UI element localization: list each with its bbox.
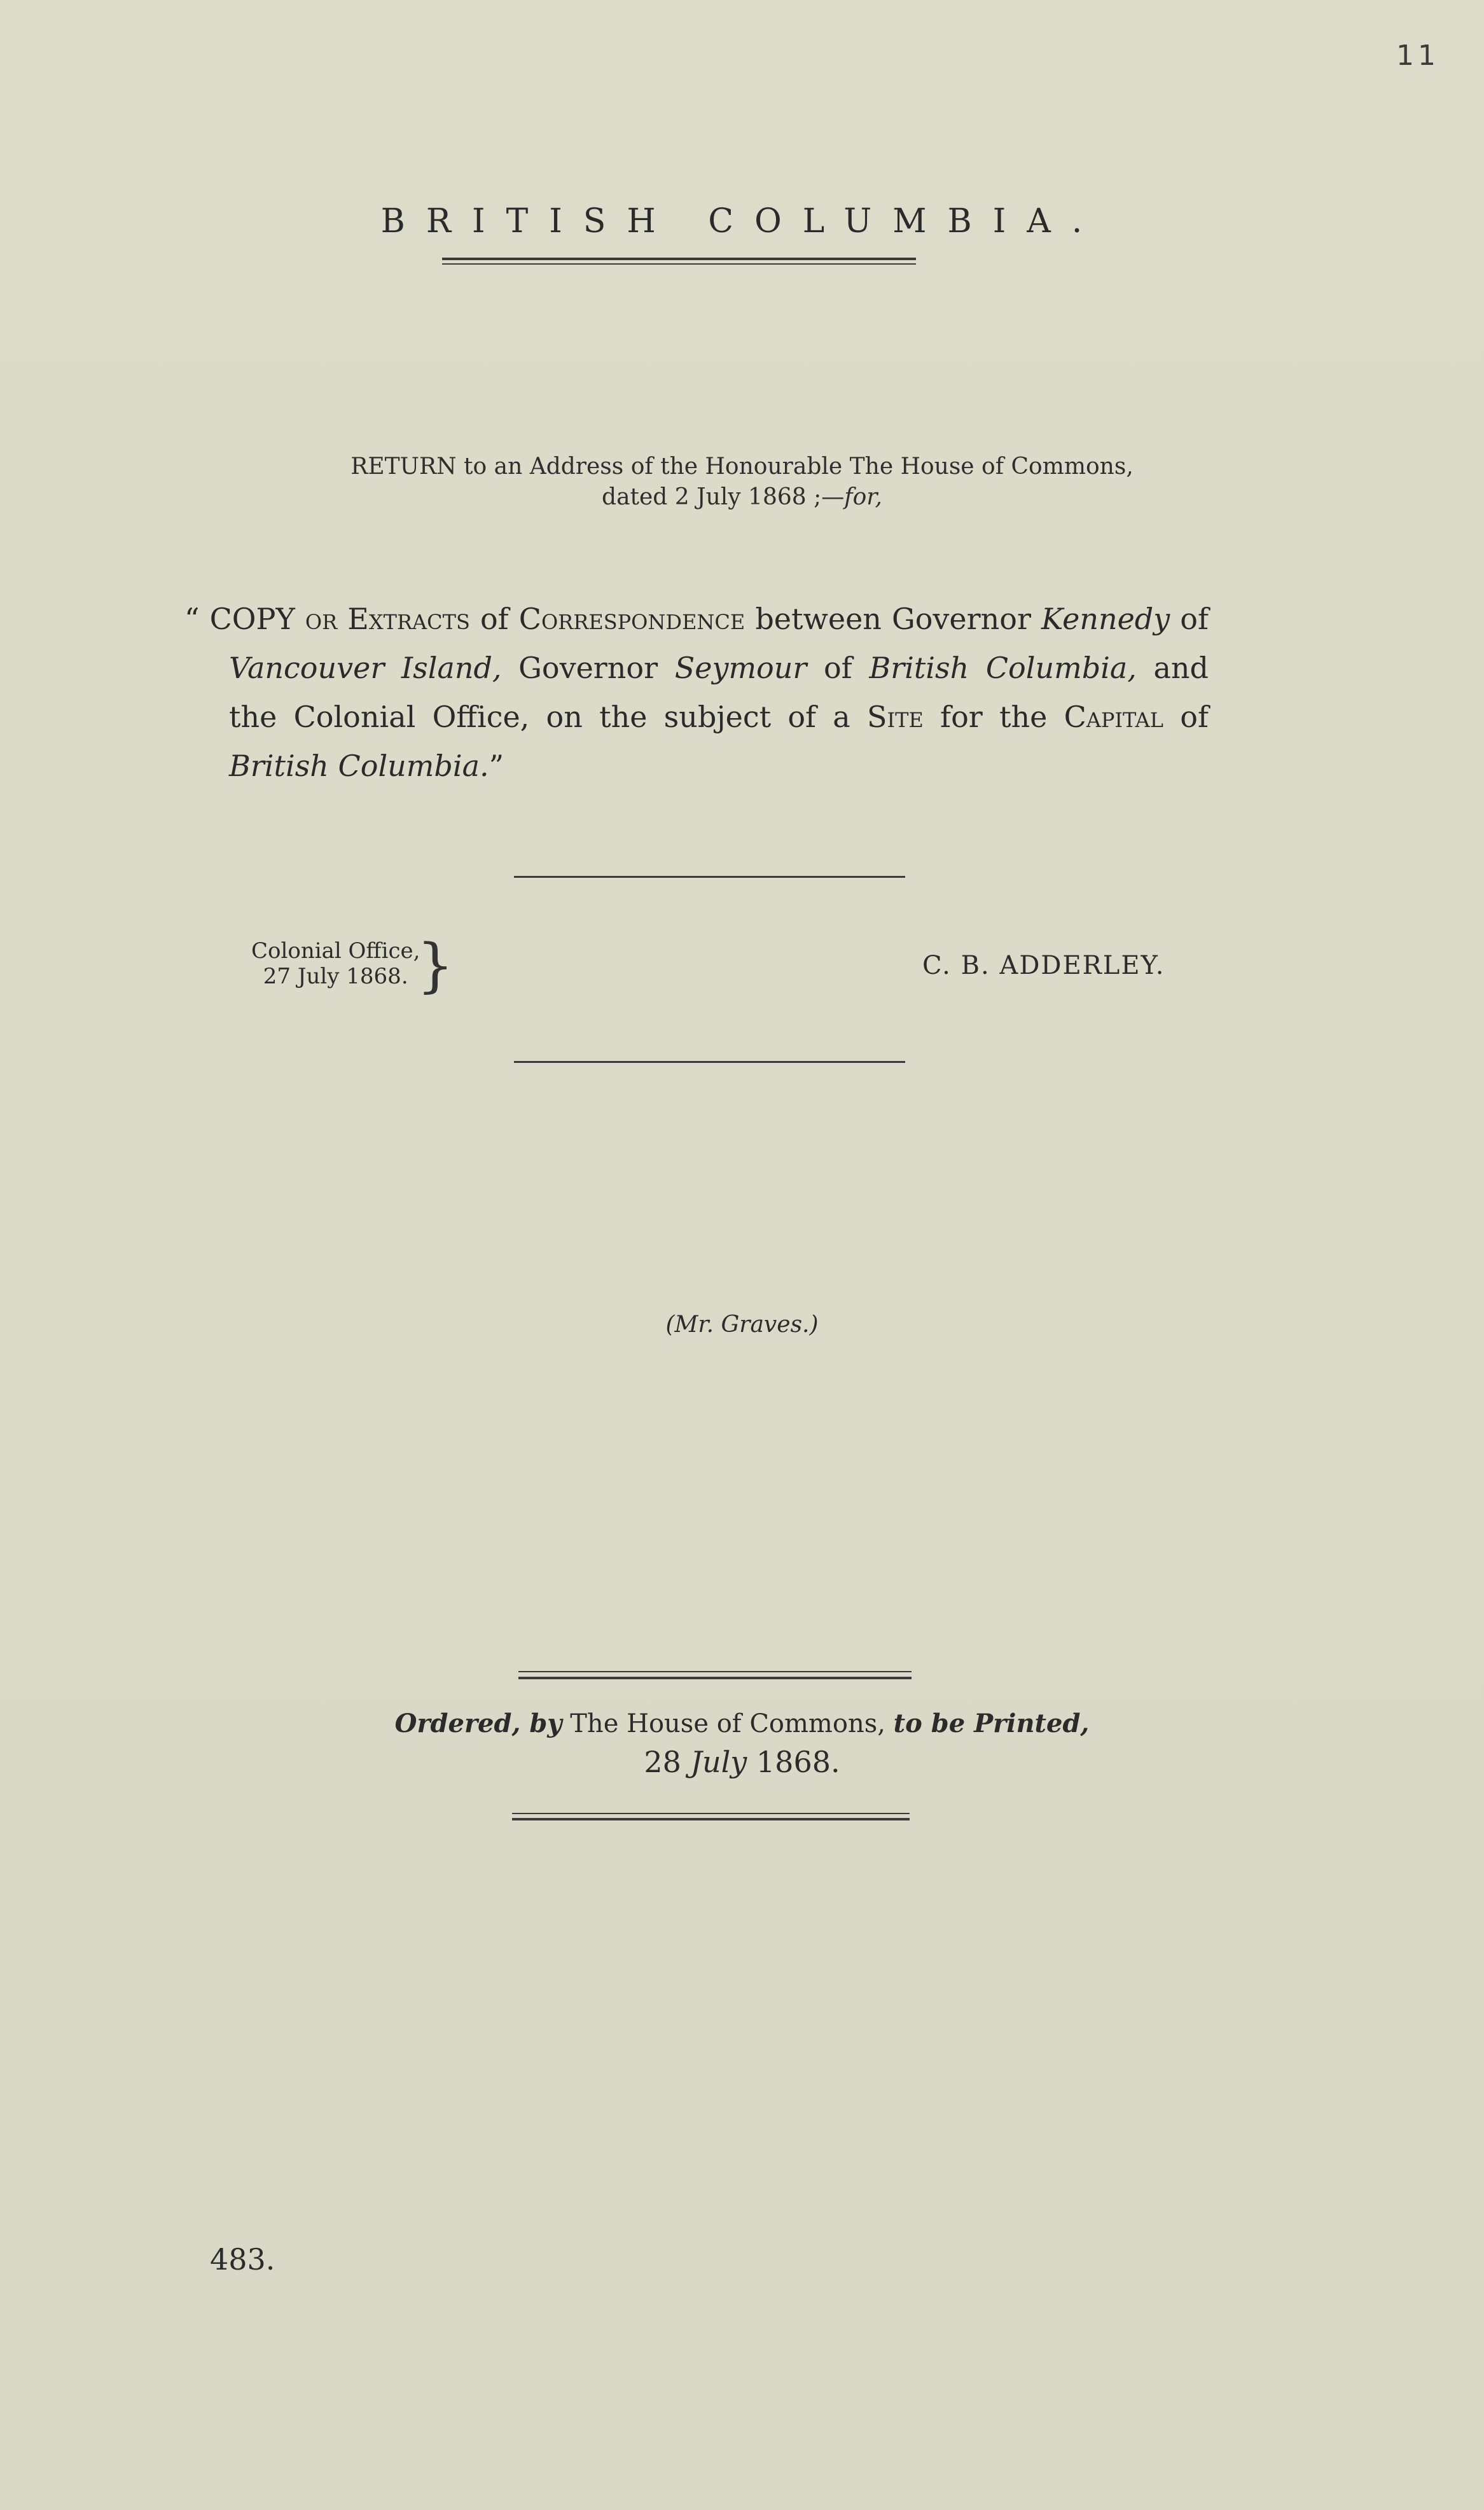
return-heading (0, 452, 1484, 513)
office-date: 27 July 1868. (263, 964, 408, 989)
printing-order (0, 1705, 1484, 1781)
return-body-paragraph: “ COPY or Extracts of Correspondence between Governor Kennedy of Vancouver Island, Governor Seymour of British Columbia, and the Colonial Office, on the subject of a Site for the Capital of British Columbia.” (184, 602, 1209, 783)
return-line-2: dated 2 July 1868 ;—for, (602, 484, 882, 510)
signatory: C. B. ADDERLEY. (922, 951, 1165, 980)
return-line-1: RETURN to an Address of the Honourable The House of Commons, (350, 454, 1134, 480)
page-number: 11 (1396, 39, 1439, 72)
ordered-line: Ordered, by The House of Commons, to be Printed, (394, 1709, 1090, 1738)
brace-icon: } (417, 931, 454, 999)
ordered-date: 28 July 1868. (644, 1745, 840, 1779)
ordered-rule-bottom-thin (512, 1813, 910, 1814)
title-rule-thin (442, 263, 916, 265)
office-and-date (251, 938, 420, 989)
return-body (172, 595, 1209, 791)
office-line: Colonial Office, (251, 938, 420, 964)
title-rule-thick (442, 258, 916, 260)
ordered-rule-top-thick (518, 1677, 912, 1679)
member-name: (Mr. Graves.) (665, 1312, 819, 1338)
document-title: BRITISH COLUMBIA. (380, 202, 1104, 240)
ordered-rule-bottom-thick (512, 1818, 910, 1820)
paper-number: 483. (210, 2242, 275, 2277)
separator-rule-1 (514, 876, 905, 878)
ordered-rule-top-thin (518, 1671, 912, 1672)
separator-rule-2 (514, 1061, 905, 1063)
